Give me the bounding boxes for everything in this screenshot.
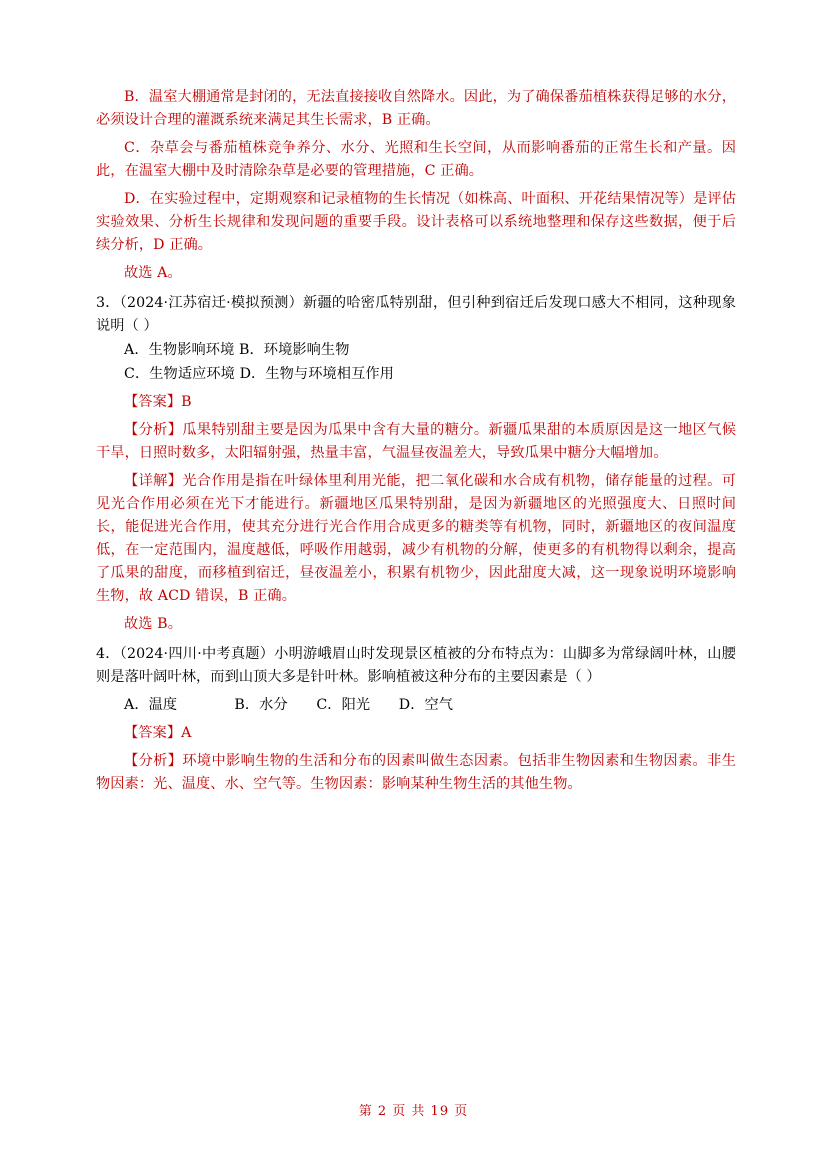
question-3-answer: 【答案】B xyxy=(124,394,192,410)
page-footer-text: 第 2 页 共 19 页 xyxy=(358,1104,469,1119)
paragraph-answer-line-a: 故选 A。 xyxy=(124,265,182,281)
question-3-options-row2: C．生物适应环境 D．生物与环境相互作用 xyxy=(124,366,394,382)
question-3-stem: 3．（2024·江苏宿迁·模拟预测）新疆的哈密瓜特别甜，但引种到宿迁后发现口感大不相同，这种现象说明（ ） xyxy=(96,295,736,334)
question-3-conclusion: 故选 B。 xyxy=(124,616,182,632)
question-4-answer: 【答案】A xyxy=(124,725,192,741)
page-content xyxy=(96,86,736,797)
paragraph-option-d-records: D．在实验过程中，定期观察和记录植物的生长情况（如株高、叶面积、开花结果情况等）是评估实验效果、分析生长规律和发现问题的重要手段。设计表格可以系统地整理和保存这些数据，便于后续分析，D 正确。 xyxy=(96,191,736,253)
page-footer xyxy=(0,1100,827,1119)
question-3-analysis: 【分析】瓜果特别甜主要是因为瓜果中含有大量的糖分。新疆瓜果甜的本质原因是这一地区气候干旱，日照时数多，太阳辐射强，热量丰富，气温昼夜温差大，导致瓜果中糖分大幅增加。 xyxy=(96,422,736,461)
question-3-options-row1: A．生物影响环境 B．环境影响生物 xyxy=(124,342,350,358)
paragraph-option-b-greenhouse: B．温室大棚通常是封闭的，无法直接接收自然降水。因此，为了确保番茄植株获得足够的水分，必须设计合理的灌溉系统来满足其生长需求，B 正确。 xyxy=(96,89,736,128)
paragraph-option-c-weeds: C．杂草会与番茄植株竞争养分、水分、光照和生长空间，从而影响番茄的正常生长和产量。因此，在温室大棚中及时清除杂草是必要的管理措施，C 正确。 xyxy=(96,140,736,179)
question-3-explanation: 【详解】光合作用是指在叶绿体里利用光能，把二氧化碳和水合成有机物，储存能量的过程。可见光合作用必须在光下才能进行。新疆地区瓜果特别甜，是因为新疆地区的光照强度大、日照时间长，能促进光合作用，使其充分进行光合作用合成更多的糖类等有机物，同时，新疆地区的夜间温度低，在一定范围内，温度越低，呼吸作用越弱，减少有机物的分解，使更多的有机物得以剩余，提高了瓜果的甜度，而移植到宿迁，昼夜温差小，积累有机物少，因此甜度大减，这一现象说明环境影响生物，故 ACD 错误，B 正确。 xyxy=(96,473,736,604)
question-4-analysis: 【分析】环境中影响生物的生活和分布的因素叫做生态因素。包括非生物因素和生物因素。非生物因素：光、温度、水、空气等。生物因素：影响某种生物生活的其他生物。 xyxy=(96,753,736,792)
question-4-stem: 4．（2024·四川·中考真题）小明游峨眉山时发现景区植被的分布特点为：山脚多为常绿阔叶林，山腰则是落叶阔叶林，而到山顶大多是针叶林。影响植被这种分布的主要因素是（ ） xyxy=(96,646,736,685)
question-4-options: A．温度 B．水分 C．阳光 D．空气 xyxy=(124,697,454,713)
